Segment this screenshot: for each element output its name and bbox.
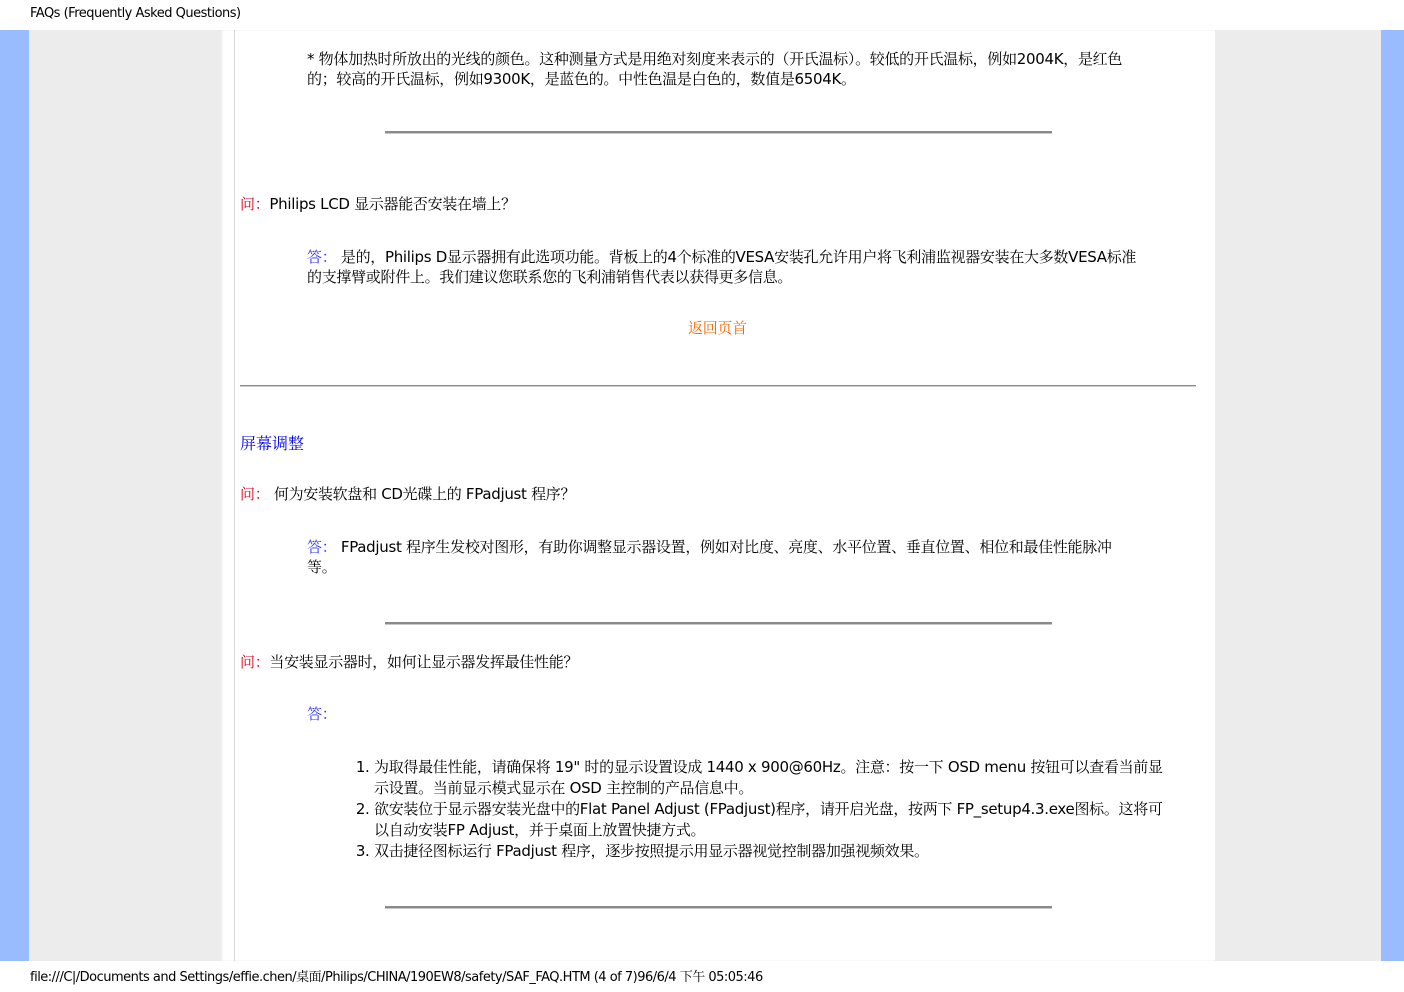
- question-fpadjust: [240, 484, 575, 504]
- section-divider: [240, 385, 1196, 387]
- right-gutter: [1215, 30, 1381, 961]
- section-title-screen-adjustment: 屏幕调整: [240, 434, 305, 453]
- answer-label: 答：: [307, 538, 337, 556]
- answer-label: 答：: [307, 248, 337, 266]
- divider-3: [385, 906, 1052, 909]
- left-side-band: [0, 30, 29, 961]
- color-temperature-note: * 物体加热时所放出的光线的颜色。这种测量方式是用绝对刻度来表示的（开氏温标）。较低的开氏温标，例如2004K，是红色的；较高的开氏温标，例如9300K，是蓝色的。中性色温是白色的，数值是6504K。: [307, 50, 1123, 88]
- answer-label: 答：: [307, 705, 337, 723]
- question-text: 何为安装软盘和 CD光碟上的 FPadjust 程序？: [273, 485, 576, 503]
- answer-fpadjust: [307, 537, 1127, 577]
- list-item: 2. 欲安装位于显示器安装光盘中的Flat Panel Adjust (FPadjust)程序，请开启光盘，按两下 FP_setup4.3.exe图标。这将可以自动安装FP Adjust，并于桌面上放置快捷方式。: [374, 799, 1174, 841]
- question-text: 当安装显示器时，如何让显示器发挥最佳性能？: [269, 653, 579, 671]
- setup-steps-list: [334, 757, 1174, 862]
- print-footer: file:///C|/Documents and Settings/effie.chen/桌面/Philips/CHINA/190EW8/safety/SAF_FAQ.HTM (4 of 7)96/6/4 下午 05:05:46: [30, 970, 763, 985]
- question-wall-mount: [240, 194, 516, 214]
- divider-2: [385, 622, 1052, 625]
- list-item: 1. 为取得最佳性能，请确保将 19" 时的显示设置设成 1440 x 900@60Hz。注意：按一下 OSD menu 按钮可以查看当前显示设置。当前显示模式显示在 OSD 主控制的产品信息中。: [374, 757, 1174, 799]
- question-label: 问：: [240, 485, 270, 503]
- question-label: 问：: [240, 653, 270, 671]
- back-to-top-link[interactable]: 返回页首: [688, 319, 747, 337]
- left-gutter: [29, 30, 220, 961]
- question-label: 问：: [240, 195, 270, 213]
- question-best-performance: [240, 652, 578, 672]
- answer-wall-mount: [307, 247, 1137, 287]
- list-item: 3. 双击捷径图标运行 FPadjust 程序，逐步按照提示用显示器视觉控制器加强视频效果。: [374, 841, 1174, 862]
- print-header: FAQs (Frequently Asked Questions): [30, 6, 241, 21]
- answer-text: FPadjust 程序生发校对图形，有助你调整显示器设置，例如对比度、亮度、水平位置、垂直位置、相位和最佳性能脉冲等。: [307, 538, 1112, 576]
- question-text: Philips LCD 显示器能否安装在墙上？: [269, 195, 516, 213]
- right-side-band: [1381, 30, 1404, 961]
- answer-text: 是的，Philips D显示器拥有此选项功能。背板上的4个标准的VESA安装孔允许用户将飞利浦监视器安装在大多数VESA标准的支撑臂或附件上。我们建议您联系您的飞利浦销售代表以获得更多信息。: [307, 248, 1137, 286]
- divider-1: [385, 131, 1052, 134]
